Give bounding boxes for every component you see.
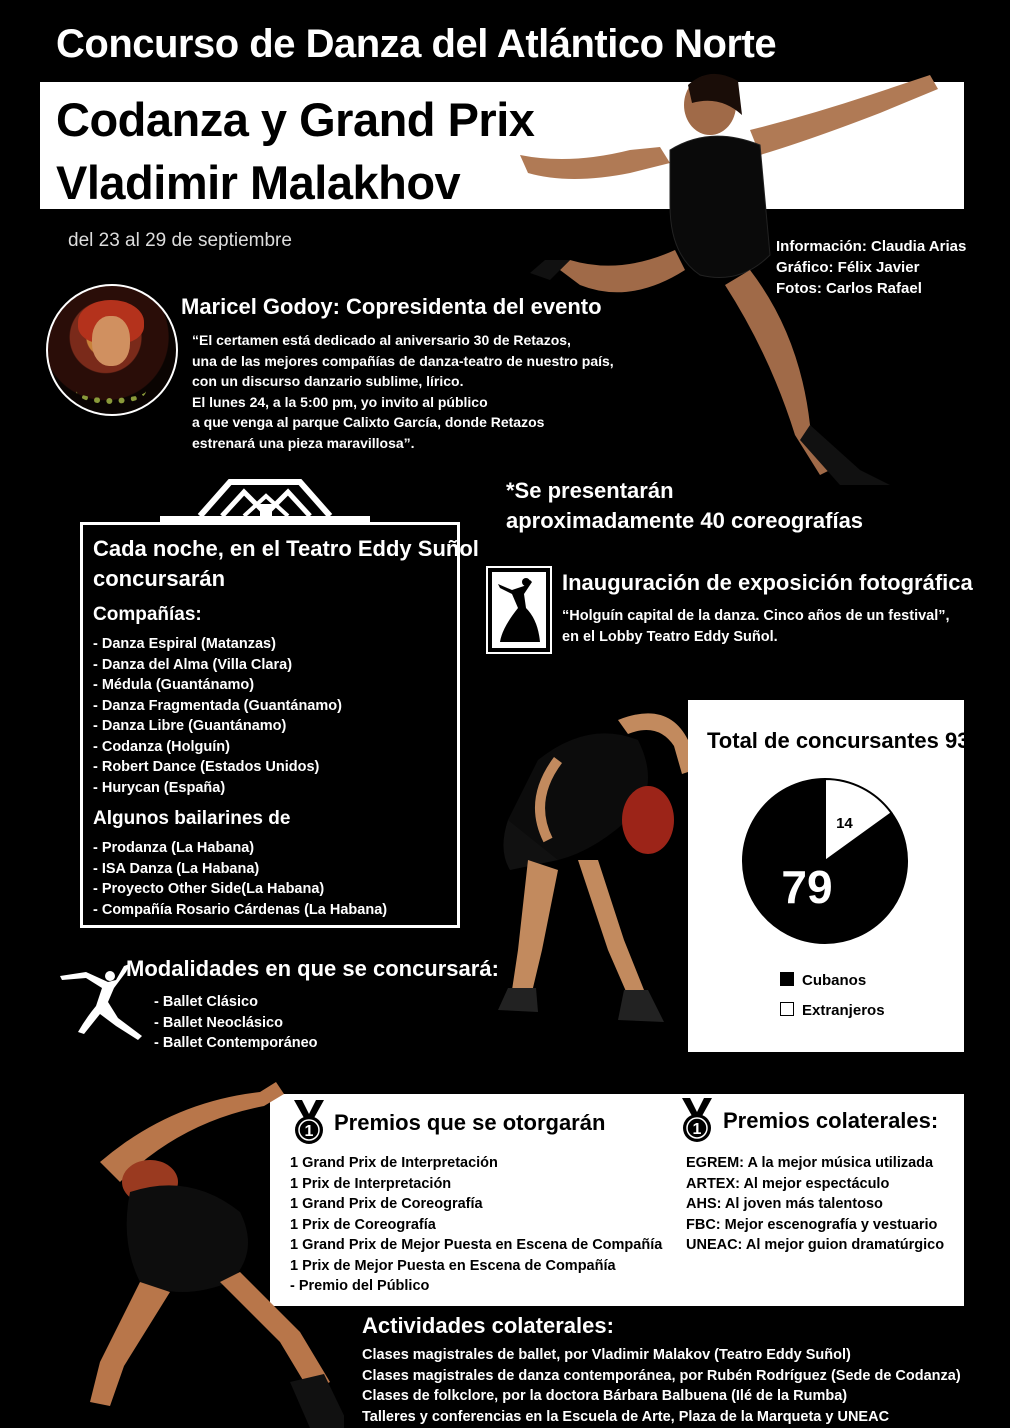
- legend-item-extranjeros: [780, 1002, 885, 1019]
- list-item: - Médula (Guantánamo): [93, 677, 255, 693]
- activities-list: [362, 1345, 961, 1427]
- exhibition-line-1: “Holguín capital de la danza. Cinco años de un festival”,: [562, 608, 950, 624]
- event-title: Concurso de Danza del Atlántico Norte: [56, 22, 777, 66]
- list-item: - Ballet Neoclásico: [154, 1014, 283, 1031]
- dancer-silhouette-icon: [486, 566, 552, 654]
- choreographies-note: [506, 476, 863, 536]
- quote-text: [192, 330, 614, 453]
- modalities-list: [154, 992, 318, 1054]
- quote-line: “El certamen está dedicado al aniversario 30 de Retazos,: [192, 332, 571, 348]
- avatar: [46, 284, 178, 416]
- list-item: - Danza Espiral (Matanzas): [93, 636, 276, 652]
- legend-label: Extranjeros: [802, 1002, 885, 1019]
- companies-list: [93, 634, 342, 798]
- legend-swatch-white: [780, 1002, 794, 1016]
- exhibition-line-2: en el Lobby Teatro Eddy Suñol.: [562, 628, 778, 645]
- activities-title: Actividades colaterales:: [362, 1313, 614, 1338]
- list-item: - Robert Dance (Estados Unidos): [93, 759, 320, 775]
- list-item: 1 Prix de Coreografía: [290, 1216, 436, 1233]
- list-item: - Danza Fragmentada (Guantánamo): [93, 697, 342, 714]
- list-item: UNEAC: Al mejor guion dramatúrgico: [686, 1237, 945, 1253]
- collateral-prizes-list: [686, 1153, 944, 1256]
- lunging-dancer-photo: [80, 1082, 360, 1428]
- list-item: - Prodanza (La Habana): [93, 840, 255, 856]
- quote-line: estrenará una pieza maravillosa”.: [192, 434, 415, 451]
- prizes-title: Premios que se otorgarán: [334, 1110, 606, 1135]
- legend-label: Cubanos: [802, 972, 867, 989]
- legend-item-cubanos: [780, 972, 866, 989]
- bending-dancer-photo: [498, 700, 698, 1036]
- contestants-pie-chart: [740, 776, 910, 946]
- list-item: - Proyecto Other Side(La Habana): [93, 881, 325, 897]
- list-item: ARTEX: Al mejor espectáculo: [686, 1175, 890, 1192]
- dancers-list: [93, 838, 387, 920]
- quote-line: con un discurso danzario sublime, lírico.: [192, 373, 464, 389]
- theater-icon: [160, 474, 370, 526]
- note-line-1: *Se presentarán: [506, 478, 674, 503]
- list-item: 1 Prix de Mejor Puesta en Escena de Compañía: [290, 1257, 616, 1274]
- credit-photos: Fotos: Carlos Rafael: [776, 280, 922, 297]
- dancers-label: Algunos bailarines de: [93, 808, 291, 829]
- list-item: 1 Grand Prix de Coreografía: [290, 1196, 483, 1212]
- credits: [776, 236, 966, 299]
- quote-title: Maricel Godoy: Copresidenta del evento: [181, 294, 602, 319]
- list-item: - Hurycan (España): [93, 779, 226, 796]
- list-item: Clases magistrales de ballet, por Vladimir Malakov (Teatro Eddy Suñol): [362, 1347, 851, 1363]
- list-item: EGREM: A la mejor música utilizada: [686, 1155, 934, 1171]
- companies-title-line-2: concursarán: [93, 566, 226, 591]
- list-item: Clases magistrales de danza contemporánea, por Rubén Rodríguez (Sede de Codanza): [362, 1367, 961, 1384]
- companies-title-line-1: Cada noche, en el Teatro Eddy Suñol: [93, 536, 479, 561]
- list-item: AHS: Al joven más talentoso: [686, 1196, 883, 1212]
- credit-info: Información: Claudia Arias: [776, 238, 967, 255]
- pie-label-extranjeros: 14: [836, 815, 853, 833]
- medal-icon: [680, 1098, 714, 1144]
- list-item: 1 Grand Prix de Interpretación: [290, 1155, 498, 1171]
- list-item: 1 Grand Prix de Mejor Puesta en Escena de Compañía: [290, 1237, 663, 1253]
- list-item: FBC: Mejor escenografía y vestuario: [686, 1216, 938, 1233]
- list-item: - Ballet Contemporáneo: [154, 1035, 318, 1051]
- note-line-2: aproximadamente 40 coreografías: [506, 508, 864, 533]
- collateral-prizes-title: Premios colaterales:: [723, 1108, 939, 1133]
- list-item: - Danza Libre (Guantánamo): [93, 718, 287, 734]
- credit-graphic: Gráfico: Félix Javier: [776, 259, 920, 276]
- exhibition-title: Inauguración de exposición fotográfica: [562, 570, 973, 595]
- quote-line: a que venga al parque Calixto García, donde Retazos: [192, 414, 545, 430]
- title-line-1: Codanza y Grand Prix: [56, 93, 535, 146]
- modalities-title: Modalidades en que se concursará:: [126, 956, 499, 981]
- exhibition-text: [562, 606, 950, 647]
- medal-number: 1: [304, 1123, 314, 1140]
- pie-label-cubanos: 79: [781, 861, 833, 913]
- page-title: [56, 88, 534, 214]
- list-item: Talleres y conferencias en la Escuela de Arte, Plaza de la Marqueta y UNEAC: [362, 1408, 890, 1425]
- list-item: - Ballet Clásico: [154, 994, 258, 1010]
- legend-swatch-black: [780, 972, 794, 986]
- event-dates: del 23 al 29 de septiembre: [68, 230, 292, 251]
- medal-number: 1: [692, 1121, 702, 1138]
- list-item: 1 Prix de Interpretación: [290, 1175, 452, 1192]
- quote-line: El lunes 24, a la 5:00 pm, yo invito al público: [192, 393, 488, 410]
- list-item: Clases de folkclore, por la doctora Bárbara Balbuena (Ilé de la Rumba): [362, 1388, 848, 1404]
- list-item: - Premio del Público: [290, 1278, 430, 1294]
- quote-line: una de las mejores compañías de danza-teatro de nuestro país,: [192, 352, 614, 369]
- list-item: - Danza del Alma (Villa Clara): [93, 656, 293, 673]
- chart-title: Total de concursantes 93: [707, 728, 970, 753]
- title-line-2: Vladimir Malakhov: [56, 156, 461, 209]
- list-item: - Compañía Rosario Cárdenas (La Habana): [93, 901, 388, 918]
- companies-box-title: [93, 534, 479, 594]
- companies-label: Compañías:: [93, 604, 202, 625]
- list-item: - ISA Danza (La Habana): [93, 860, 260, 877]
- list-item: - Codanza (Holguín): [93, 738, 230, 755]
